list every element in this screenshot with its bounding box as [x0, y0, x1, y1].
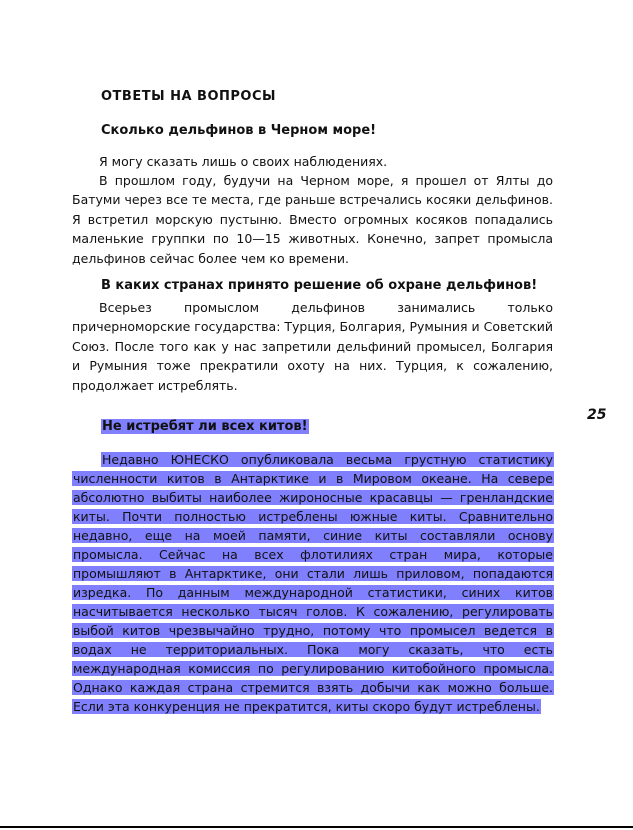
question-3-paragraph-text: Недавно ЮНЕСКО опубликовала весьма грустную статистику численности китов в Антарктике и в Мировом океане. На севере абсолютно выбиты наиболее жироносные красавцы — гренландские киты. Почти полностью истреблены южные киты. Сравнительно недавно, еще на моей памяти, синие киты составляли основу промысла. Сейчас на всех флотилиях стран мира, которые промышляют в Антарктике, они стали лишь приловом, попадаются изредка. По данным международной статистики, синих китов насчитывается несколько тысяч голов. К сожалению, регулировать выбой китов чрезвычайно трудно, потому что промысел ведется в водах не территориальных. Пока могу сказать, что есть международная комиссия по регулированию китобойного промысла. Однако каждая страна стремится взять добычи как можно больше. Если эта конкуренция не прекратится, киты скоро будут истреблены. [73, 452, 553, 714]
question-2-title: В каких странах принято решение об охране дельфинов! [101, 278, 538, 293]
question-3-paragraph-1 [72, 450, 554, 716]
bottom-border [0, 826, 633, 828]
question-1-paragraph-1: Я могу сказать лишь о своих наблюдениях. [99, 154, 388, 169]
page-number: 25 [587, 407, 607, 423]
section-title: ОТВЕТЫ НА ВОПРОСЫ [101, 89, 276, 104]
question-1-paragraph-2: В прошлом году, будучи на Черном море, я прошел от Ялты до Батуми через все те места, где раньше встречались косяки дельфинов. Я встретил морскую пустыню. Вместо огромных косяков попадались маленькие группки по 10—15 животных. Конечно, запрет промысла дельфинов сейчас более чем ко времени. [72, 173, 553, 266]
question-1-title: Сколько дельфинов в Черном море! [101, 123, 377, 138]
question-3-title-text: Не истребят ли всех китов! [102, 419, 308, 434]
question-2-paragraph-1: Всерьез промыслом дельфинов занимались только причерноморские государства: Турция, Болгария, Румыния и Советский Союз. После того как у нас запретили дельфиний промысел, Болгария и Румыния тоже прекратили охоту на них. Турция, к сожалению, продолжает истреблять. [72, 300, 553, 393]
question-3-title [101, 419, 309, 434]
